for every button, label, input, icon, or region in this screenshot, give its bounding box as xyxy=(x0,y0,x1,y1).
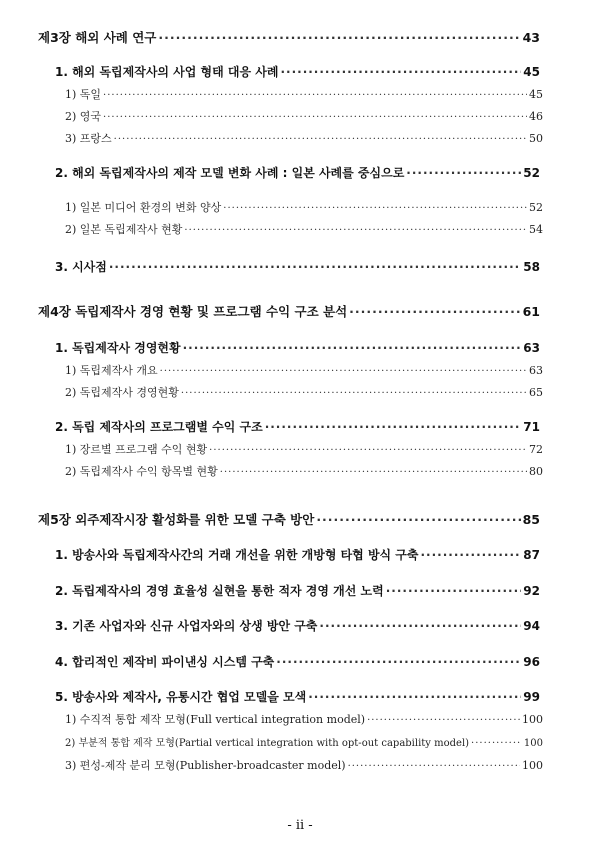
toc-subsection xyxy=(65,734,543,749)
toc-page: 94 xyxy=(523,619,540,633)
toc-page: 65 xyxy=(529,386,543,399)
toc-leader xyxy=(421,548,522,562)
toc-title: 2. 독립 제작사의 프로그램별 수익 구조 xyxy=(55,420,263,434)
toc-leader xyxy=(184,225,527,236)
toc-page: 80 xyxy=(529,465,543,478)
toc-leader xyxy=(109,260,521,274)
toc-section xyxy=(55,617,540,634)
toc-subsection xyxy=(65,384,543,400)
toc-section xyxy=(55,582,540,599)
toc-leader xyxy=(158,30,520,45)
toc-leader xyxy=(183,341,522,355)
toc-page: 54 xyxy=(529,223,543,236)
toc-title: 5. 방송사와 제작사, 유통시간 협업 모델을 모색 xyxy=(55,690,307,704)
toc-leader xyxy=(276,655,521,669)
toc-page: 43 xyxy=(522,30,540,45)
toc-leader xyxy=(223,203,527,214)
toc-leader xyxy=(280,65,521,79)
toc-page: 63 xyxy=(523,341,540,355)
toc-title: 1. 해외 독립제작사의 사업 형태 대응 사례 xyxy=(55,65,279,79)
toc-section xyxy=(55,688,540,705)
toc-section xyxy=(55,546,540,563)
toc-subsection xyxy=(65,711,543,727)
toc-leader xyxy=(406,166,521,180)
toc-title: 1) 독립제작사 개요 xyxy=(65,364,158,377)
toc-title: 2. 해외 독립제작사의 제작 모델 변화 사례 : 일본 사례를 중심으로 xyxy=(55,166,405,180)
toc-page: 52 xyxy=(523,166,540,180)
toc-title: 2) 독립제작사 수익 항목별 현황 xyxy=(65,465,218,478)
toc-page: 52 xyxy=(529,201,543,214)
toc-leader xyxy=(471,738,522,749)
toc-title: 2) 영국 xyxy=(65,110,102,123)
toc-subsection xyxy=(65,362,543,378)
toc-page: 99 xyxy=(523,690,540,704)
toc-page: 50 xyxy=(529,132,543,145)
toc-leader xyxy=(349,304,520,319)
toc-leader xyxy=(367,715,520,726)
toc-subsection xyxy=(65,441,543,457)
page-number: - ii - xyxy=(287,818,313,833)
toc-leader xyxy=(308,690,521,704)
toc-page: 100 xyxy=(522,713,543,726)
toc-subsection xyxy=(65,199,543,215)
toc-page: 46 xyxy=(529,110,543,123)
toc-leader xyxy=(319,619,521,633)
toc-section xyxy=(55,164,540,181)
toc-page: 45 xyxy=(523,65,540,79)
toc-chapter-5 xyxy=(38,510,540,528)
toc-subsection xyxy=(65,108,543,124)
toc-leader xyxy=(220,467,527,478)
toc-page: 45 xyxy=(529,88,543,101)
toc-leader xyxy=(181,388,527,399)
toc-page: 71 xyxy=(523,420,540,434)
toc-leader xyxy=(103,112,527,123)
toc-leader xyxy=(114,134,527,145)
toc-page: 96 xyxy=(523,655,540,669)
toc-page: 61 xyxy=(522,304,540,319)
toc-title: 3. 기존 사업자와 신규 사업자와의 상생 방안 구축 xyxy=(55,619,318,633)
toc-title: 3) 편성-제작 분리 모형(Publisher-broadcaster model) xyxy=(65,759,346,772)
toc-leader xyxy=(348,761,520,772)
toc-section xyxy=(55,418,540,435)
toc-leader xyxy=(103,90,527,101)
toc-page: 58 xyxy=(523,260,540,274)
toc-title: 1) 독일 xyxy=(65,88,102,101)
toc-title: 1. 독립제작사 경영현황 xyxy=(55,341,181,355)
toc-page: 63 xyxy=(529,364,543,377)
toc-page: 100 xyxy=(522,759,543,772)
toc-title: 1) 일본 미디어 환경의 변화 양상 xyxy=(65,201,222,214)
toc-leader xyxy=(316,512,520,527)
toc-title: 제5장 외주제작시장 활성화를 위한 모델 구축 방안 xyxy=(38,512,315,527)
toc-subsection xyxy=(65,757,543,773)
toc-subsection xyxy=(65,86,543,102)
toc-page: 92 xyxy=(523,584,540,598)
toc-title: 3) 프랑스 xyxy=(65,132,112,145)
toc-section xyxy=(55,339,540,356)
toc-subsection xyxy=(65,221,543,237)
toc-leader xyxy=(160,366,527,377)
toc-page: 100 xyxy=(523,738,543,749)
toc-title: 2) 부분적 통합 제작 모형(Partial vertical integration with opt-out capability model) xyxy=(65,738,470,749)
toc-title: 4. 합리적인 제작비 파이낸싱 시스템 구축 xyxy=(55,655,275,669)
toc-title: 1. 방송사와 독립제작사간의 거래 개선을 위한 개방형 타협 방식 구축 xyxy=(55,548,419,562)
toc-chapter-4 xyxy=(38,302,540,320)
toc-leader xyxy=(265,420,522,434)
toc-chapter-3 xyxy=(38,28,540,46)
toc-leader xyxy=(209,445,527,456)
toc-title: 2. 독립제작사의 경영 효율성 실현을 통한 적자 경영 개선 노력 xyxy=(55,584,384,598)
toc-section xyxy=(55,653,540,670)
toc-page: 72 xyxy=(529,443,543,456)
toc-title: 1) 수직적 통합 제작 모형(Full vertical integration model) xyxy=(65,713,366,726)
toc-page: 87 xyxy=(523,548,540,562)
toc-section xyxy=(55,63,540,80)
toc-title: 1) 장르별 프로그램 수익 현황 xyxy=(65,443,208,456)
toc-title: 2) 독립제작사 경영현황 xyxy=(65,386,179,399)
toc-title: 2) 일본 독립제작사 현황 xyxy=(65,223,183,236)
toc-page: 85 xyxy=(522,512,540,527)
toc-title: 제4장 독립제작사 경영 현황 및 프로그램 수익 구조 분석 xyxy=(38,304,348,319)
toc-subsection xyxy=(65,130,543,146)
toc-subsection xyxy=(65,463,543,479)
toc-leader xyxy=(386,584,522,598)
toc-title: 제3장 해외 사례 연구 xyxy=(38,30,157,45)
toc-title: 3. 시사점 xyxy=(55,260,107,274)
toc-section xyxy=(55,258,540,275)
